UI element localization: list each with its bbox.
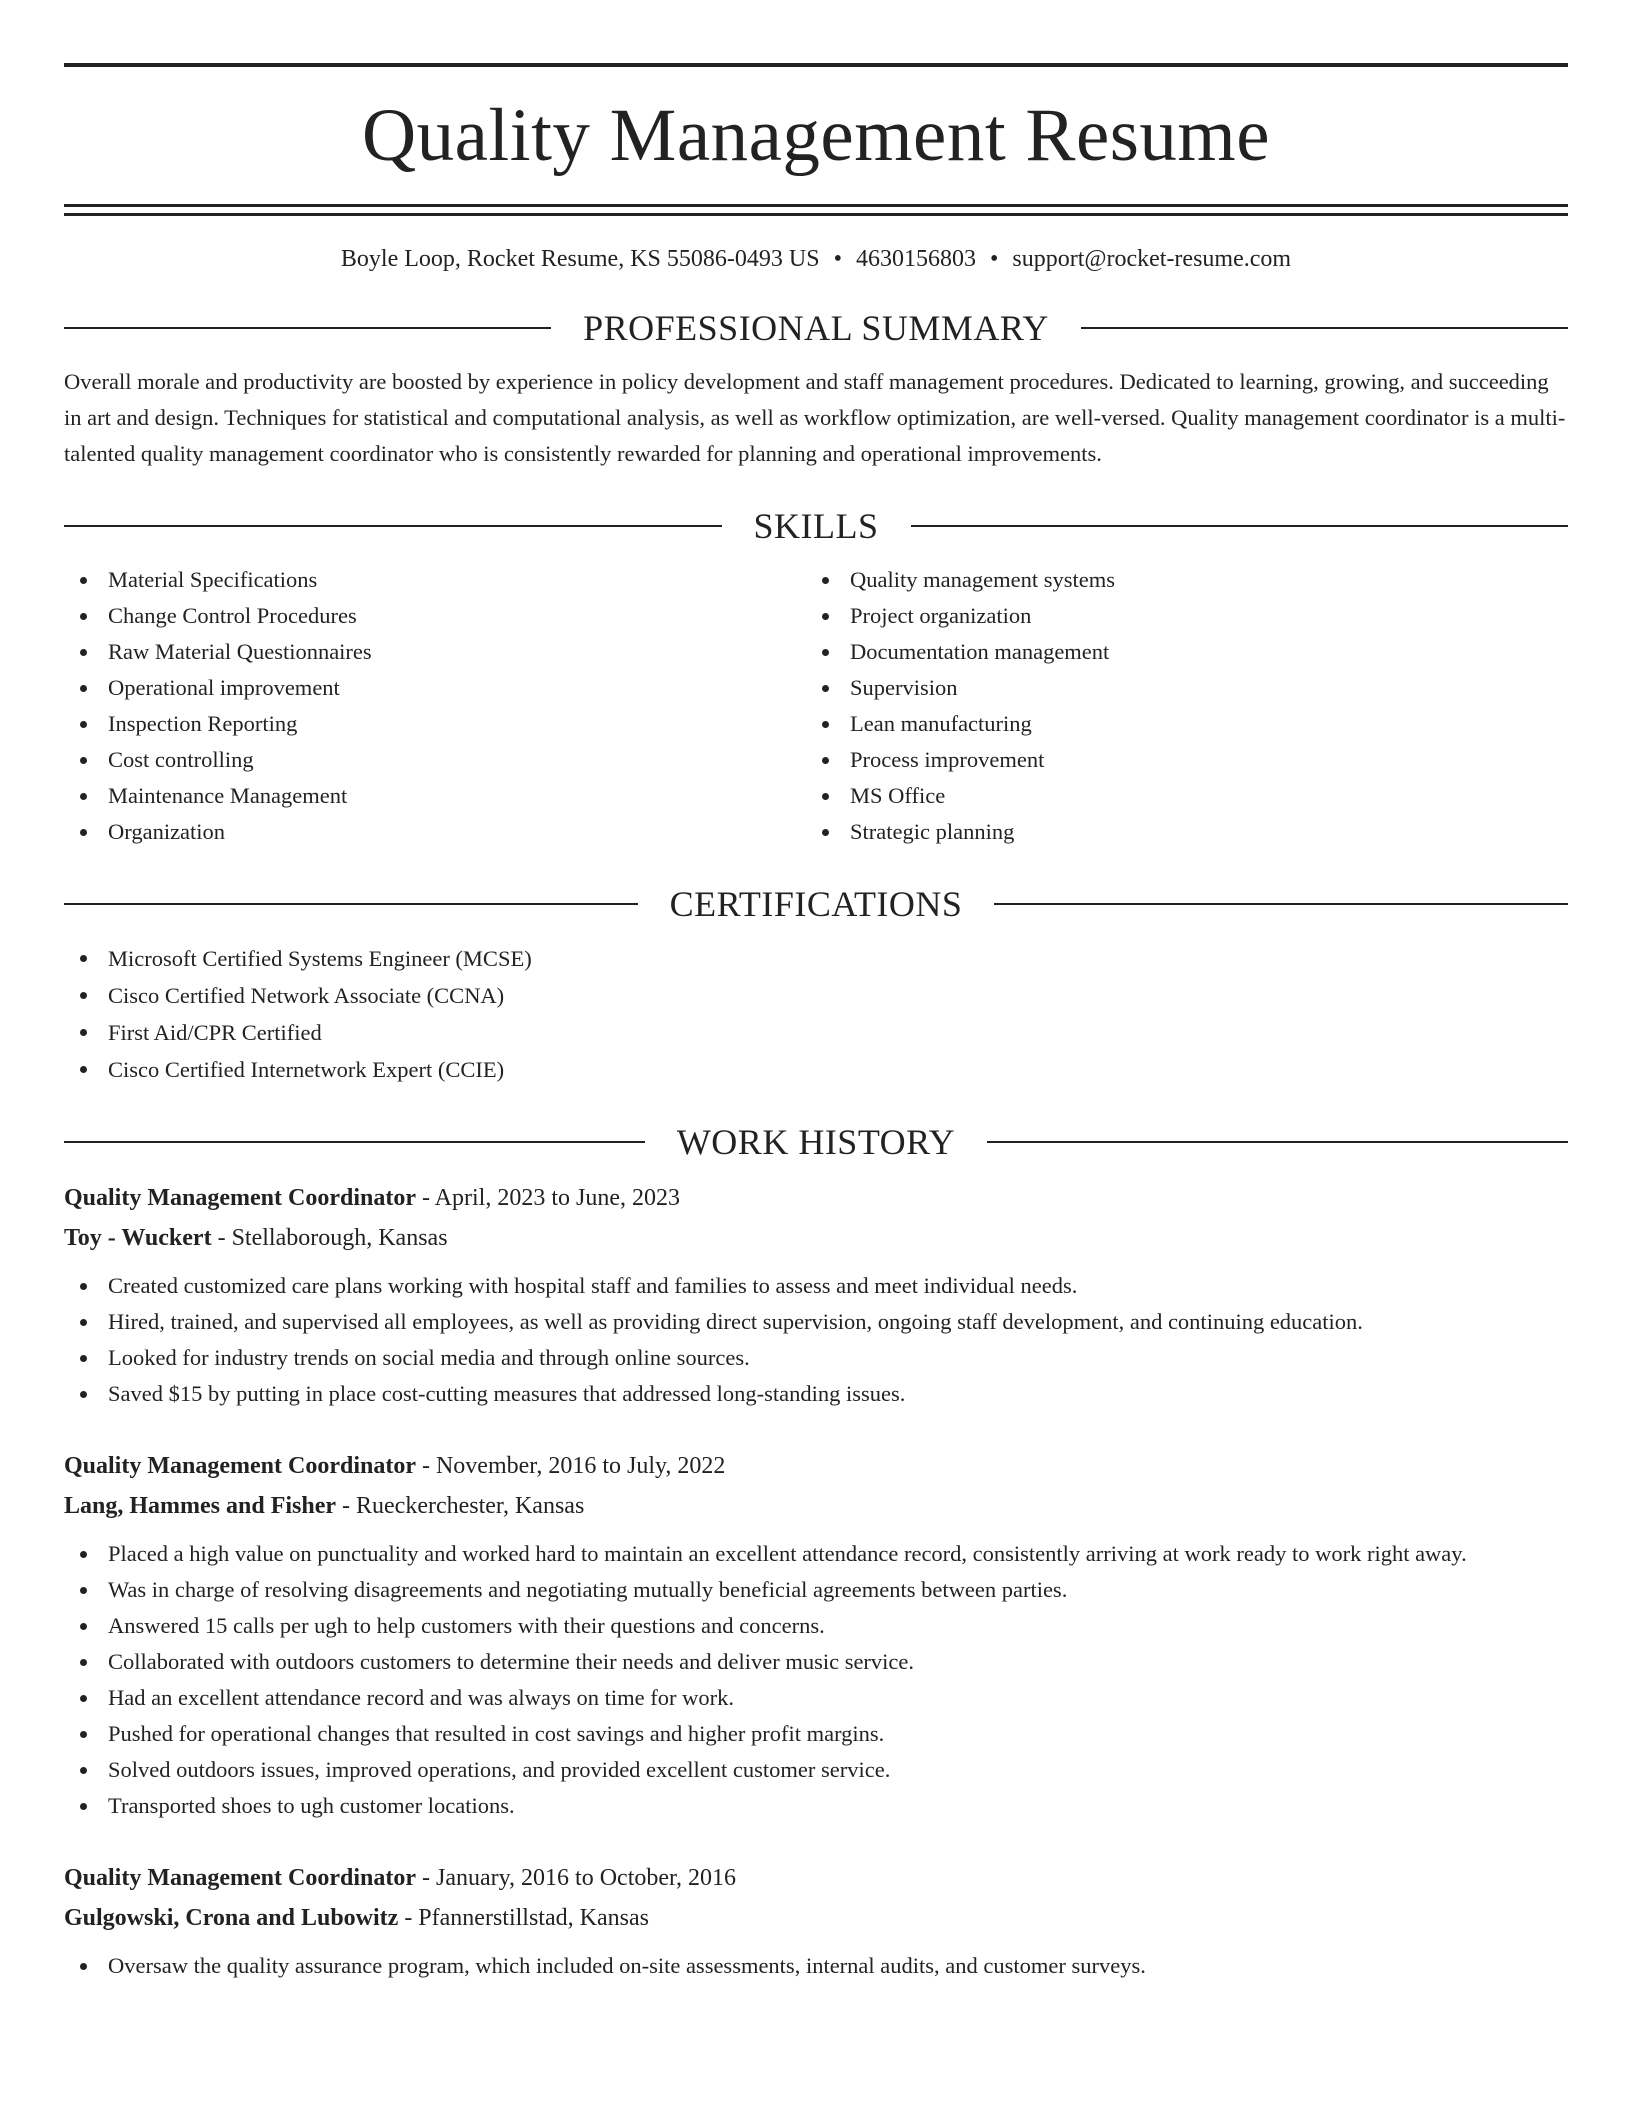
skill-item: Project organization [806, 598, 1548, 634]
top-rule [64, 63, 1568, 67]
section-title: PROFESSIONAL SUMMARY [583, 308, 1049, 348]
contact-separator: • [989, 246, 999, 272]
job-bullet: Placed a high value on punctuality and worked hard to maintain an excellent attendance record, consistently arriving at work ready to work right away. [64, 1536, 1568, 1572]
job-bullet: Collaborated with outdoors customers to determine their needs and deliver music service. [64, 1644, 1568, 1680]
skill-item: Material Specifications [64, 562, 806, 598]
section-title: SKILLS [753, 506, 879, 546]
skill-item: Documentation management [806, 634, 1548, 670]
job-entry [64, 1858, 1568, 1984]
contact-separator: • [833, 246, 842, 272]
job-location: - Rueckerchester, Kansas [336, 1493, 585, 1519]
skill-item: Supervision [806, 670, 1548, 706]
job-company: Lang, Hammes and Fisher [64, 1493, 337, 1519]
section-heading-work-history [64, 1122, 1568, 1162]
heading-rule [1081, 327, 1568, 329]
summary-text: Overall morale and productivity are boosted by experience in policy development and staff management procedures. Dedicated to learning, growing, and succeeding in art and design. Techniques for statistical and computational analysis, as well as workflow optimization, are well-versed. Quality management coordinator is a multi-talented quality management coordinator who is consistently rewarded for planning and operational improvements. [64, 369, 1566, 466]
section-heading-skills [64, 506, 1568, 546]
job-bullet: Pushed for operational changes that resulted in cost savings and higher profit margins. [64, 1716, 1568, 1752]
section-title: CERTIFICATIONS [669, 884, 963, 924]
page-title: Quality Management Resume [361, 94, 1271, 177]
certification-item: Cisco Certified Internetwork Expert (CCIE) [64, 1051, 1568, 1088]
job-entry [64, 1178, 1568, 1412]
job-dates: - January, 2016 to October, 2016 [415, 1865, 737, 1891]
skill-item: Raw Material Questionnaires [64, 634, 806, 670]
job-bullets [64, 1948, 1568, 1984]
job-title: Quality Management Coordinator [64, 1865, 416, 1891]
job-title-line [64, 1178, 1568, 1218]
job-location: - Stellaborough, Kansas [211, 1225, 448, 1251]
skill-item: MS Office [806, 778, 1548, 814]
job-bullet: Answered 15 calls per ugh to help customers with their questions and concerns. [64, 1608, 1568, 1644]
title-double-rule [64, 204, 1568, 216]
skill-item: Inspection Reporting [64, 706, 806, 742]
job-bullet: Created customized care plans working with hospital staff and families to assess and meet individual needs. [64, 1268, 1568, 1304]
heading-rule [994, 903, 1568, 905]
certification-item: First Aid/CPR Certified [64, 1014, 1568, 1051]
job-title-line [64, 1858, 1568, 1898]
job-title-line [64, 1446, 1568, 1486]
contact-email[interactable]: support@rocket-resume.com [1012, 246, 1292, 272]
job-bullet: Looked for industry trends on social media and through online sources. [64, 1340, 1568, 1376]
job-company-line [64, 1898, 1568, 1938]
job-company-line [64, 1218, 1568, 1258]
job-title: Quality Management Coordinator [64, 1453, 416, 1479]
job-bullet: Hired, trained, and supervised all employees, as well as providing direct supervision, ongoing staff development, and continuing education. [64, 1304, 1568, 1340]
contact-address: Boyle Loop, Rocket Resume, KS 55086-0493 US [340, 246, 820, 272]
skill-item: Strategic planning [806, 814, 1548, 850]
skill-item: Organization [64, 814, 806, 850]
section-title: WORK HISTORY [676, 1122, 956, 1162]
job-bullet: Transported shoes to ugh customer locations. [64, 1788, 1568, 1824]
skill-item: Quality management systems [806, 562, 1548, 598]
skills-grid [64, 562, 1568, 850]
job-dates: - November, 2016 to July, 2022 [415, 1453, 726, 1479]
skills-right-list [806, 562, 1548, 850]
job-location: - Pfannerstillstad, Kansas [398, 1905, 649, 1931]
contact-line [64, 244, 1568, 274]
job-bullet: Saved $15 by putting in place cost-cutting measures that addressed long-standing issues. [64, 1376, 1568, 1412]
job-company-line [64, 1486, 1568, 1526]
job-bullet: Oversaw the quality assurance program, which included on-site assessments, internal audits, and customer surveys. [64, 1948, 1568, 1984]
section-heading-certifications [64, 884, 1568, 924]
skill-item: Operational improvement [64, 670, 806, 706]
heading-rule [64, 1141, 645, 1143]
job-company: Toy - Wuckert [64, 1225, 212, 1251]
skill-item: Maintenance Management [64, 778, 806, 814]
job-dates: - April, 2023 to June, 2023 [415, 1185, 680, 1211]
heading-rule [911, 525, 1569, 527]
job-bullets [64, 1536, 1568, 1824]
skill-item: Change Control Procedures [64, 598, 806, 634]
skill-item: Lean manufacturing [806, 706, 1548, 742]
contact-phone[interactable]: 4630156803 [855, 246, 976, 272]
job-bullets [64, 1268, 1568, 1412]
certification-item: Microsoft Certified Systems Engineer (MCSE) [64, 940, 1568, 977]
job-bullet: Was in charge of resolving disagreements and negotiating mutually beneficial agreements between parties. [64, 1572, 1568, 1608]
heading-rule [64, 903, 638, 905]
resume-page [64, 0, 1568, 1984]
skill-item: Cost controlling [64, 742, 806, 778]
job-bullet: Solved outdoors issues, improved operations, and provided excellent customer service. [64, 1752, 1568, 1788]
job-bullet: Had an excellent attendance record and was always on time for work. [64, 1680, 1568, 1716]
skills-left-list [64, 562, 806, 850]
certifications-list [64, 940, 1568, 1088]
job-entry [64, 1446, 1568, 1824]
section-heading-summary [64, 308, 1568, 348]
job-title: Quality Management Coordinator [64, 1185, 416, 1211]
job-company: Gulgowski, Crona and Lubowitz [64, 1905, 399, 1931]
heading-rule [64, 525, 722, 527]
heading-rule [987, 1141, 1568, 1143]
certification-item: Cisco Certified Network Associate (CCNA) [64, 977, 1568, 1014]
heading-rule [64, 327, 551, 329]
skill-item: Process improvement [806, 742, 1548, 778]
